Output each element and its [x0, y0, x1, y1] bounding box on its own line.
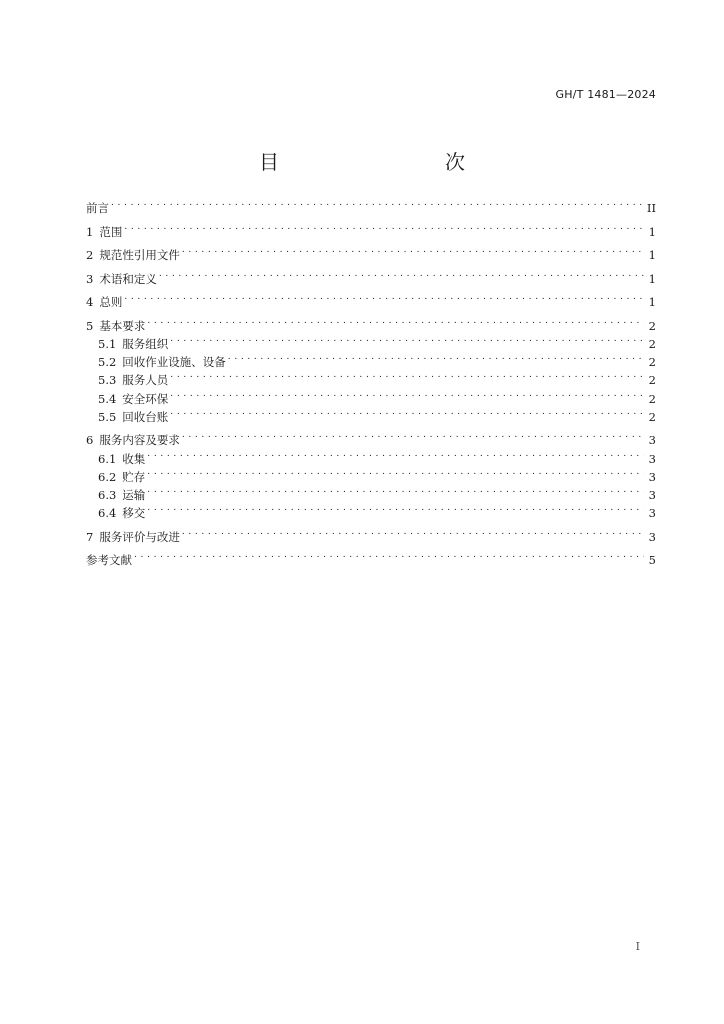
toc-dot-leader	[134, 552, 644, 564]
toc-entry-page: 1	[648, 248, 656, 263]
toc-entry-page: 3	[648, 433, 656, 448]
toc-entry-page: 2	[648, 391, 656, 406]
toc-entry[interactable]	[86, 336, 656, 354]
toc-entry-label: 运输	[122, 487, 146, 502]
toc-entry-number: 5.5	[98, 409, 117, 424]
toc-dot-leader	[182, 432, 644, 444]
page-title: 目 次	[259, 150, 507, 174]
toc-dot-leader	[182, 247, 644, 259]
toc-dot-leader	[111, 200, 644, 212]
toc-dot-leader	[147, 469, 644, 481]
toc-entry-page: 1	[648, 224, 656, 239]
toc-entry-number: 5	[86, 318, 94, 333]
toc-entry-number: 4	[86, 295, 94, 310]
toc-entry-page: 1	[648, 295, 656, 310]
toc-entry-page: 2	[648, 318, 656, 333]
toc-entry-number: 6.2	[98, 469, 117, 484]
toc-entry-number: 6	[86, 433, 94, 448]
toc-entry-number: 6.4	[98, 506, 117, 521]
toc-dot-leader	[170, 391, 644, 403]
toc-dot-leader	[159, 271, 644, 283]
toc-entry-label: 范围	[99, 224, 123, 239]
toc-entry-label: 服务评价与改进	[99, 529, 180, 544]
toc-entry-label: 安全环保	[122, 391, 169, 406]
toc-entry-number: 6.3	[98, 487, 117, 502]
toc-entry-page: 1	[648, 271, 656, 286]
toc-entry-page: 3	[648, 487, 656, 502]
toc-dot-leader	[228, 354, 644, 366]
toc-entry-label: 服务组织	[122, 337, 169, 352]
table-of-contents	[86, 200, 656, 571]
toc-entry-label: 回收台账	[122, 409, 169, 424]
toc-entry-label: 术语和定义	[99, 271, 157, 286]
toc-entry-number: 5.2	[98, 355, 117, 370]
toc-entry[interactable]	[86, 224, 656, 242]
toc-entry-number: 7	[86, 529, 94, 544]
toc-entry-label: 移交	[122, 506, 146, 521]
toc-entry-page: 2	[648, 373, 656, 388]
toc-entry[interactable]	[86, 247, 656, 265]
toc-entry[interactable]	[86, 372, 656, 390]
toc-entry[interactable]	[86, 409, 656, 427]
standard-code: GH/T 1481—2024	[555, 88, 656, 101]
toc-entry-number: 5.3	[98, 373, 117, 388]
toc-entry-label: 总则	[99, 295, 123, 310]
toc-entry-number: 5.1	[98, 337, 117, 352]
toc-entry[interactable]	[86, 552, 656, 570]
toc-entry-label: 服务人员	[122, 373, 169, 388]
toc-dot-leader	[147, 318, 644, 330]
toc-entry-page: 2	[648, 409, 656, 424]
toc-entry-page: 3	[648, 506, 656, 521]
toc-dot-leader	[170, 409, 644, 421]
toc-entry-number: 2	[86, 248, 94, 263]
toc-entry-label: 贮存	[122, 469, 146, 484]
toc-entry[interactable]	[86, 318, 656, 336]
toc-entry-label: 前言	[86, 201, 109, 215]
toc-entry-page: 3	[648, 469, 656, 484]
toc-entry[interactable]	[86, 451, 656, 469]
toc-entry[interactable]	[86, 432, 656, 450]
toc-dot-leader	[124, 294, 644, 306]
toc-entry-label: 规范性引用文件	[99, 248, 180, 263]
toc-entry[interactable]	[86, 469, 656, 487]
toc-dot-leader	[147, 451, 644, 463]
toc-entry-page: II	[646, 201, 656, 215]
toc-entry[interactable]	[86, 200, 656, 218]
toc-entry-number: 5.4	[98, 391, 117, 406]
toc-entry-label: 服务内容及要求	[99, 433, 180, 448]
toc-entry-number: 1	[86, 224, 94, 239]
toc-entry[interactable]	[86, 487, 656, 505]
toc-entry-page: 3	[648, 529, 656, 544]
toc-entry-number: 6.1	[98, 451, 117, 466]
toc-dot-leader	[170, 372, 644, 384]
toc-entry-label: 参考文献	[86, 553, 132, 568]
toc-entry[interactable]	[86, 354, 656, 372]
toc-entry-page: 2	[648, 355, 656, 370]
toc-entry[interactable]	[86, 529, 656, 547]
toc-dot-leader	[124, 224, 644, 236]
toc-entry-label: 基本要求	[99, 318, 146, 333]
toc-entry[interactable]	[86, 294, 656, 312]
toc-dot-leader	[182, 529, 644, 541]
toc-entry-page: 5	[648, 553, 656, 568]
toc-dot-leader	[147, 505, 644, 517]
toc-entry-label: 收集	[122, 451, 146, 466]
toc-dot-leader	[147, 487, 644, 499]
page-number: I	[635, 940, 640, 953]
toc-entry-page: 2	[648, 337, 656, 352]
toc-entry-page: 3	[648, 451, 656, 466]
toc-entry[interactable]	[86, 391, 656, 409]
toc-dot-leader	[170, 336, 644, 348]
toc-entry[interactable]	[86, 505, 656, 523]
toc-entry-label: 回收作业设施、设备	[122, 355, 226, 370]
toc-entry[interactable]	[86, 271, 656, 289]
toc-entry-number: 3	[86, 271, 94, 286]
